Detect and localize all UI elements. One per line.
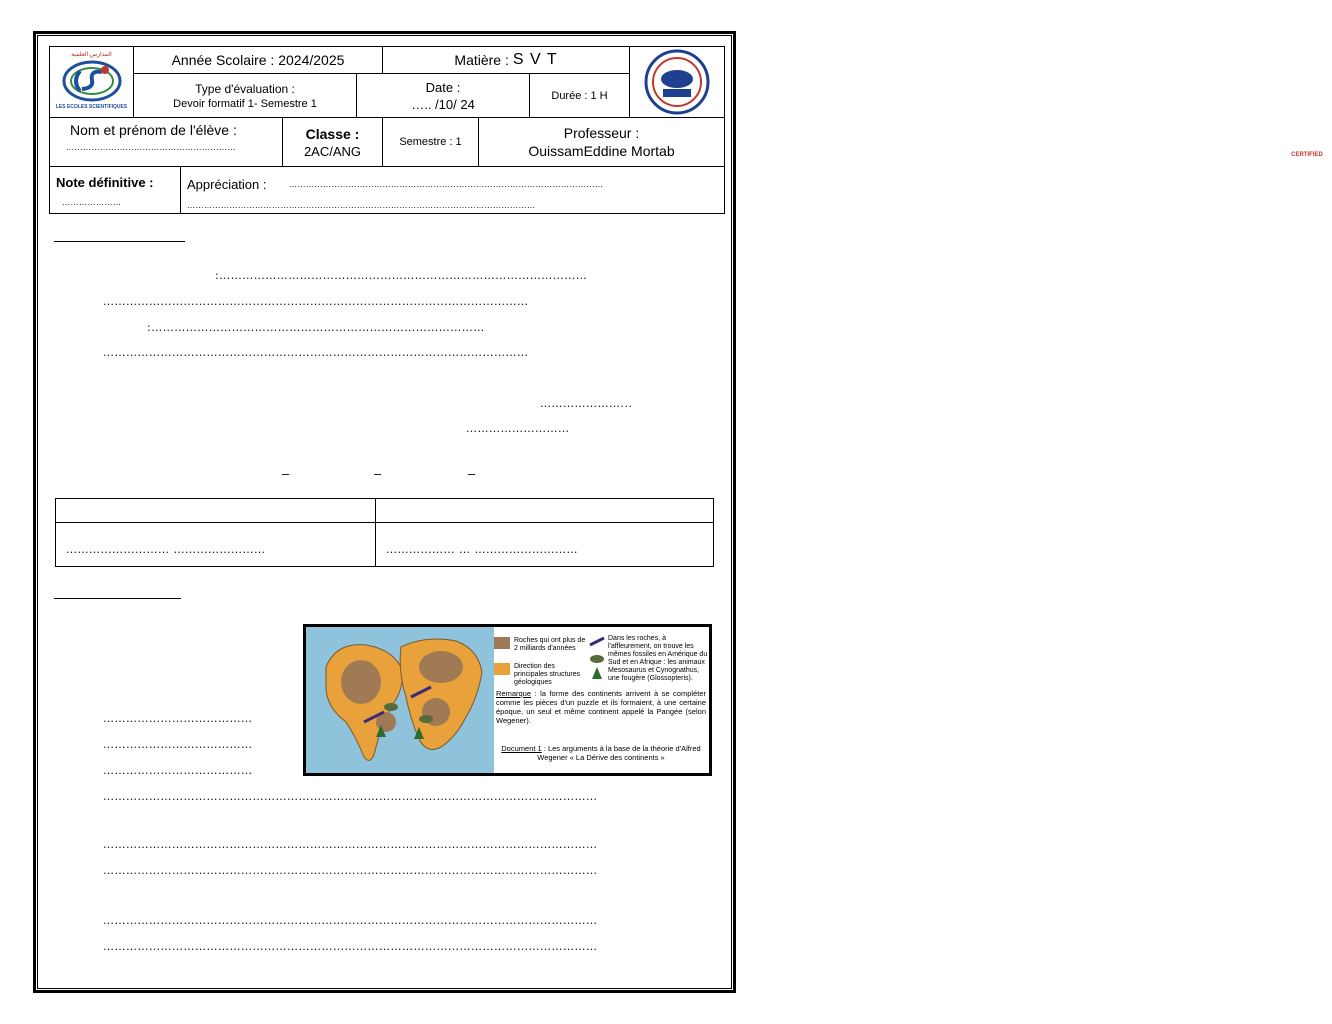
iso-certification-badge-icon (642, 49, 712, 115)
section1-title-underline (54, 241, 185, 242)
section1-dash-2: – (374, 466, 382, 481)
section2-long-line-5[interactable]: ………………………………………………………………………………………………………………… (103, 940, 598, 953)
table-right-dots: ……………… … ……………………… (386, 543, 578, 556)
table-cell-right[interactable] (375, 522, 714, 567)
matiere-cell (382, 46, 630, 74)
legend-directions-swatch (494, 663, 510, 675)
section2-long-line-1[interactable]: ………………………………………………………………………………………………………………… (103, 790, 598, 803)
document-1-caption (496, 744, 706, 762)
type-eval-label: Type d'évaluation : (195, 81, 295, 96)
logo-caption: LES ECOLES SCIENTIFIQUES (55, 103, 128, 110)
section2-long-line-4[interactable]: ………………………………………………………………………………………………………………… (103, 914, 598, 927)
classe-cell (282, 117, 383, 167)
section1-line-3[interactable]: :…………………………………………………………………………… (147, 321, 485, 334)
caption-text: : Les arguments à la base de la théorie d'Alfred Wegener « La Dérive des continents » (537, 744, 701, 762)
table-header-left (55, 498, 376, 523)
table-header-right (375, 498, 714, 523)
logo-arabic-text: المدارس العلمية (71, 51, 112, 58)
remarque-label: Remarque (496, 689, 532, 698)
section1-short-line-1[interactable]: …………………... (540, 397, 633, 410)
matiere-label: Matière : (454, 52, 509, 68)
iso-number: 9001:2015 (1292, 134, 1322, 140)
section1-dash-3: – (468, 466, 476, 481)
document-1-legend-panel (494, 627, 709, 773)
iso-cell (629, 46, 1323, 158)
note-cell (49, 166, 181, 214)
classe-label: Classe : (305, 125, 360, 142)
section2-short-line-2[interactable]: ………………………………… (103, 738, 253, 751)
logo-cell (49, 46, 134, 118)
professeur-value: OuissamEddine Mortab (528, 143, 675, 159)
legend-rocks-swatch (494, 637, 510, 649)
note-label: Note définitive : (56, 175, 154, 190)
section2-long-line-2[interactable]: ………………………………………………………………………………………………………………… (103, 838, 598, 851)
appreciation-dots-1[interactable]: ………………………………………………………………………………………………… (289, 180, 604, 189)
legend-fossils-text: Dans les roches, à l'affleurement, on trouve les mêmes fossiles en Amérique du Sud et en Afrique : les animaux Mesosaurus et Cynognathus, une fougère (Glossopteris). (608, 635, 708, 682)
type-eval-cell (133, 73, 357, 118)
section1-short-line-2[interactable]: ……………………… (466, 422, 570, 435)
document-1-figure (303, 624, 712, 776)
section2-long-line-3[interactable]: ………………………………………………………………………………………………………………… (103, 864, 598, 877)
remarque-text: : la forme des continents arrivent à se compléter comme les pièces d'un puzzle et ils formaient, à une certaine époque, un seul et même continent appelé la Pangée (selon Wegener). (496, 689, 706, 725)
remarque-paragraph (496, 689, 706, 725)
classe-value: 2AC/ANG (303, 143, 362, 159)
section1-dash-1: – (282, 466, 290, 481)
table-left-dots: ……………………… …………………… (66, 543, 266, 556)
nom-label: Nom et prénom de l'élève : (70, 122, 237, 138)
date-label: Date : (425, 79, 461, 95)
section2-short-line-3[interactable]: ………………………………… (103, 764, 253, 777)
caption-label: Document 1 (501, 744, 542, 753)
date-cell (356, 73, 530, 118)
nom-dots[interactable]: …………………………………………………… (66, 143, 236, 152)
continents-map-icon (306, 627, 494, 773)
matiere-value: S V T (512, 51, 558, 68)
section1-line-1[interactable]: :…………………………………………………………………………………… (215, 269, 588, 282)
professeur-label: Professeur : (563, 125, 640, 141)
section2-short-line-1[interactable]: ………………………………… (103, 712, 253, 725)
semestre: Semestre : 1 (382, 117, 479, 167)
section2-title-underline (54, 598, 181, 599)
professeur-cell (478, 117, 725, 167)
appreciation-dots-2[interactable]: …………………………………………………………………………………………………………… (187, 201, 536, 210)
section1-line-2[interactable]: ………………………………………………………………………………………………… (103, 295, 529, 308)
type-eval-value: Devoir formatif 1- Semestre 1 (173, 97, 317, 110)
iso-text: ISO (1295, 117, 1319, 132)
appreciation-cell (180, 166, 725, 214)
duree: Durée : 1 H (529, 73, 630, 118)
legend-rocks-text: Roches qui ont plus de 2 milliards d'années (514, 637, 586, 652)
iso-ring-text: CERTIFIED (1291, 152, 1323, 158)
fossil-icons (588, 635, 606, 681)
nom-cell (49, 117, 283, 167)
table-cell-left[interactable] (55, 522, 376, 567)
legend-directions-text: Direction des principales structures géologiques (514, 663, 581, 686)
appreciation-label: Appréciation : (187, 177, 267, 192)
school-logo-icon (60, 58, 124, 104)
date-value: ….. /10/ 24 (411, 96, 475, 112)
section1-line-4[interactable]: ………………………………………………………………………………………………… (103, 346, 529, 359)
note-dots[interactable]: ………………… (62, 198, 122, 207)
annee-scolaire: Année Scolaire : 2024/2025 (133, 46, 383, 74)
